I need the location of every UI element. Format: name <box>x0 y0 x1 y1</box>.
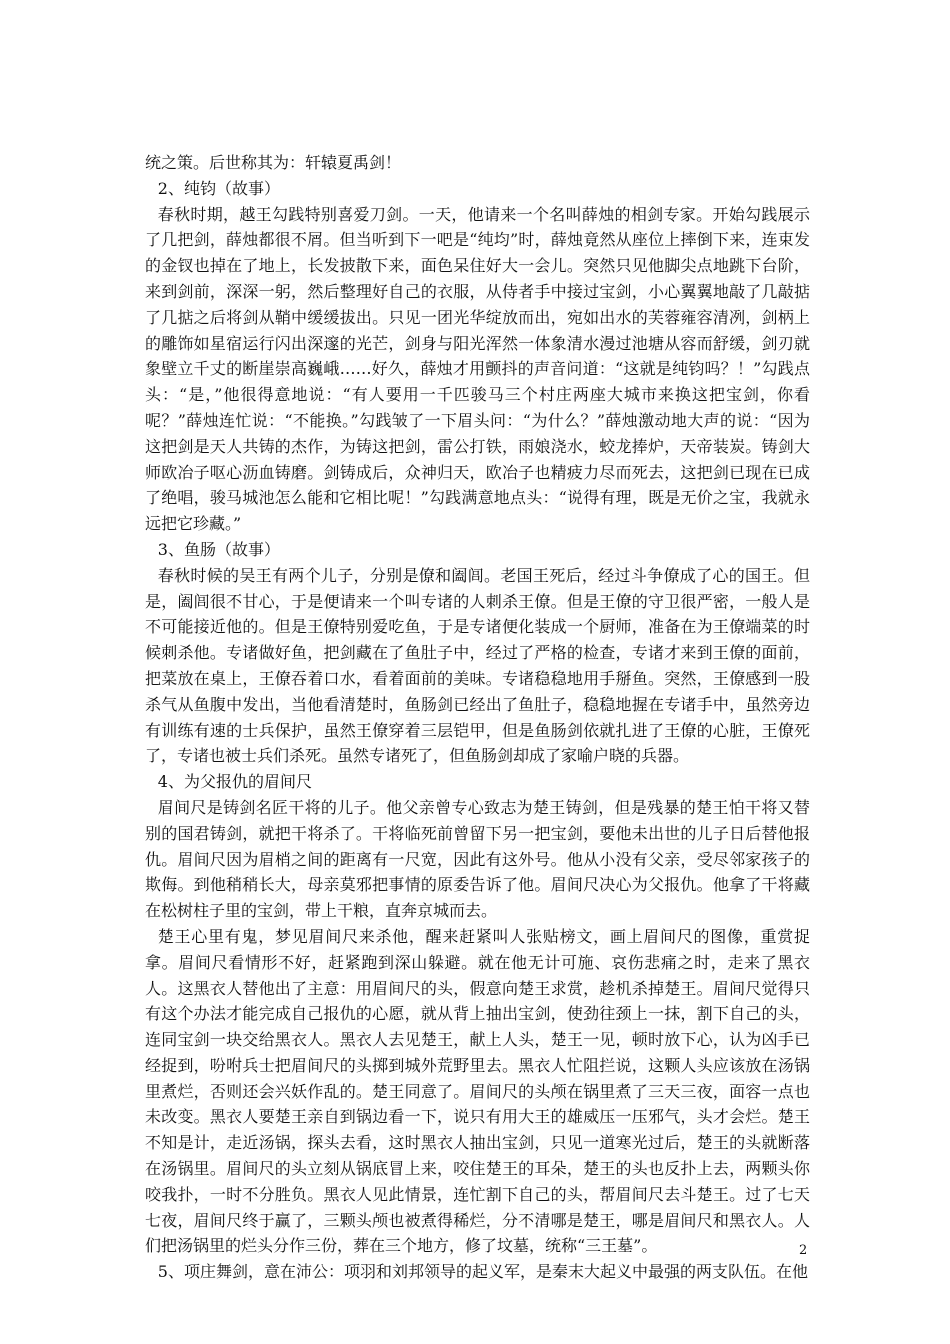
paragraph-meijianchi-story-2: 楚王心里有鬼，梦见眉间尺来杀他，醒来赶紧叫人张贴榜文，画上眉间尺的图像，重赏捉拿。眉间尺看情形不好，赶紧跑到深山躲避。就在他无计可施、哀伤悲痛之时，走来了黑衣人。这黑衣人替他出了主意：用眉间尺的头，假意向楚王求赏，趁机杀掉楚王。眉间尺觉得只有这个办法才能完成自己报仇的心愿，就从背上抽出宝剑，使劲往颈上一抹，割下自己的头，连同宝剑一块交给黑衣人。黑衣人去见楚王，献上人头，楚王一见，顿时放下心，认为凶手已经捉到，吩咐兵士把眉间尺的头掷到城外荒野里去。黑衣人忙阻拦说，这颗人头应该放在汤锅里煮烂，否则还会兴妖作乱的。楚王同意了。眉间尺的头颅在锅里煮了三天三夜，面容一点也未改变。黑衣人要楚王亲自到锅边看一下，说只有用大王的雄威压一压邪气，头才会烂。楚王不知是计，走近汤锅，探头去看，这时黑衣人抽出宝剑，只见一道寒光过后，楚王的头就断落在汤锅里。眉间尺的头立刻从锅底冒上来，咬住楚王的耳朵，楚王的头也反扑上去，两颗头你咬我扑，一时不分胜负。黑衣人见此情景，连忙割下自己的头，帮眉间尺去斗楚王。过了七天七夜，眉间尺终于赢了，三颗头颅也被煮得稀烂，分不清哪是楚王，哪是眉间尺和黑衣人。人们把汤锅里的烂头分作三份，葬在三个地方，修了坟墓，统称“三王墓”。 <box>145 926 810 1256</box>
section-heading-xiangzhuang: 5、项庄舞剑，意在沛公：项羽和刘邦领导的起义军，是秦末大起义中最强的两支队伍。在他 <box>157 1262 808 1282</box>
section-heading-chunjun: 2、纯钧（故事） <box>157 178 280 198</box>
section-heading-meijianchi: 4、为父报仇的眉间尺 <box>157 772 312 792</box>
section-heading-yuchang: 3、鱼肠（故事） <box>157 539 280 559</box>
paragraph-intro-end: 统之策。后世称其为：轩辕夏禹剑！ <box>145 153 402 172</box>
page-body <box>145 150 810 1285</box>
page-number: 2 <box>799 1243 808 1258</box>
paragraph-yuchang-story: 春秋时候的吴王有两个儿子，分别是僚和阖闾。老国王死后，经过斗争僚成了心的国王。但是，阖闾很不甘心，于是便请来一个叫专诸的人刺杀王僚。但是王僚的守卫很严密，一般人是不可能接近他的。但是王僚特别爱吃鱼，于是专诸便化装成一个厨师，准备在为王僚端菜的时候刺杀他。专诸做好鱼，把剑藏在了鱼肚子中，经过了严格的检查，专诸才来到王僚的面前，把菜放在桌上，王僚吞着口水，看着面前的美味。专诸稳稳地用手掰鱼。突然，王僚感到一股杀气从鱼腹中发出，当他看清楚时，鱼肠剑已经出了鱼肚子，稳稳地握在专诸手中，虽然旁边有训练有速的士兵保护，虽然王僚穿着三层铠甲，但是鱼肠剑依就扎进了王僚的心脏，王僚死了，专诸也被士兵们杀死。虽然专诸死了，但鱼肠剑却成了家喻户晓的兵器。 <box>145 565 810 766</box>
paragraph-meijianchi-story-1: 眉间尺是铸剑名匠干将的儿子。他父亲曾专心致志为楚王铸剑，但是残暴的楚王怕干将又替别的国君铸剑，就把干将杀了。干将临死前曾留下另一把宝剑，要他未出世的儿子日后替他报仇。眉间尺因为眉梢之间的距离有一尺宽，因此有这外号。他从小没有父亲，受尽邻家孩子的欺侮。到他稍稍长大，母亲莫邪把事情的原委告诉了他。眉间尺决心为父报仇。他拿了干将藏在松树柱子里的宝剑，带上干粮，直奔京城而去。 <box>145 797 810 921</box>
paragraph-chunjun-story: 春秋时期，越王勾践特别喜爱刀剑。一天，他请来一个名叫薛烛的相剑专家。开始勾践展示了几把剑，薛烛都很不屑。但当听到下一吧是“纯均”时，薛烛竟然从座位上摔倒下来，连束发的金钗也掉在了地上，长发披散下来，面色呆住好大一会儿。突然只见他脚尖点地跳下台阶，来到剑前，深深一躬，然后整理好自己的衣服，从侍者手中接过宝剑，小心翼翼地敲了几敲掂了几掂之后将剑从鞘中缓缓拔出。只见一团光华绽放而出，宛如出水的芙蓉雍容清冽，剑柄上的雕饰如星宿运行闪出深邃的光芒，剑身与阳光浑然一体象清水漫过池塘从容而舒缓，剑刃就象壁立千丈的断崖崇高巍峨……好久，薛烛才用颤抖的声音问道：“这就是纯钧吗？！”勾践点头：“是，”他很得意地说：“有人要用一千匹骏马三个村庄两座大城市来换这把宝剑，你看呢？”薛烛连忙说：“不能换。”勾践皱了一下眉头问：“为什么？”薛烛激动地大声的说：“因为这把剑是天人共铸的杰作，为铸这把剑，雷公打铁，雨娘浇水，蛟龙捧炉，天帝装炭。铸剑大师欧冶子呕心沥血铸磨。剑铸成后，众神归天，欧冶子也精疲力尽而死去，这把剑已现在已成了绝唱，骏马城池怎么能和它相比呢！”勾践满意地点头：“说得有理，既是无价之宝，我就永远把它珍藏。” <box>145 204 810 534</box>
